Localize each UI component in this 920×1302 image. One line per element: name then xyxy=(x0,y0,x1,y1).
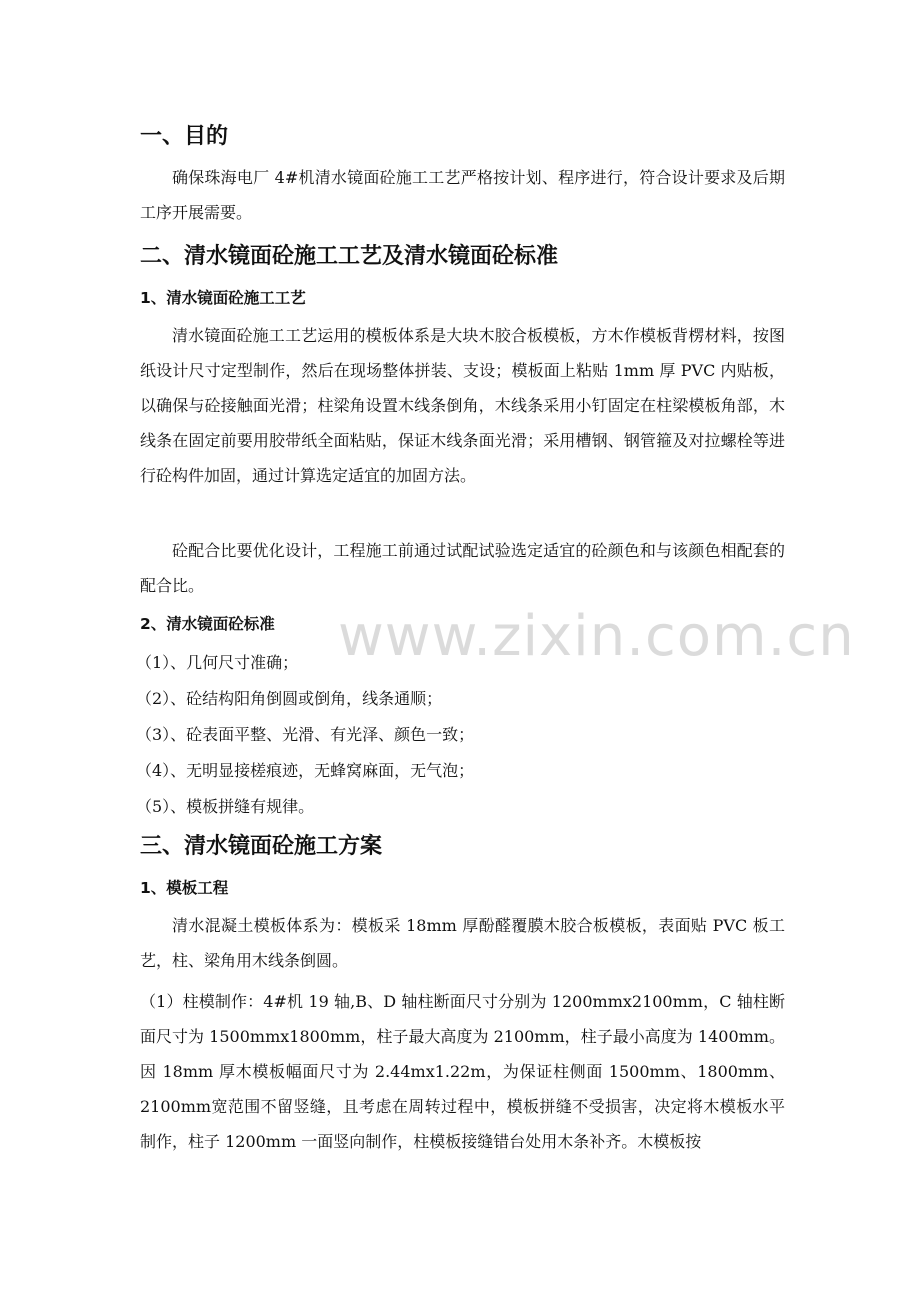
section-3-1-title: 1、模板工程 xyxy=(140,879,229,897)
standard-item: （1）、几何尺寸准确； xyxy=(136,653,299,672)
section-3-title: 三、清水镜面砼施工方案 xyxy=(140,834,383,859)
standard-item: （2）、砼结构阳角倒圆或倒角，线条通顺； xyxy=(136,689,443,708)
standard-item: （3）、砼表面平整、光滑、有光泽、颜色一致； xyxy=(136,725,475,744)
section-2-2-title: 2、清水镜面砼标准 xyxy=(140,615,275,633)
section-3-1-paragraph-2: （1）柱模制作：4#机 19 轴,B、D 轴柱断面尺寸分别为 1200mmx2100mm，C 轴柱断面尺寸为 1500mmx1800mm，柱子最大高度为 2100mm，柱子最小高度为 1400mm。因 18mm 厚木模板幅面尺寸为 2.44mx1.22m，为保证柱侧面 1500mm、1800mm、2100mm宽范围不留竖缝，且考虑在周转过程中，模板拼缝不受损害，决定将木模板水平制作，柱子 1200mm 一面竖向制作，柱模板接缝错台处用木条补齐。木模板按 xyxy=(140,992,785,1151)
section-2-1-paragraph-1: 清水镜面砼施工工艺运用的模板体系是大块木胶合板模板，方木作模板背楞材料，按图纸设计尺寸定型制作，然后在现场整体拼装、支设；模板面上粘贴 1mm 厚 PVC 内贴板，以确保与砼接触面光滑；柱梁角设置木线条倒角，木线条采用小钉固定在柱梁模板角部，木线条在固定前要用胶带纸全面粘贴，保证木线条面光滑；采用槽钢、钢管箍及对拉螺栓等进行砼构件加固，通过计算选定适宜的加固方法。 xyxy=(140,326,785,485)
section-3-1-paragraph-1: 清水混凝土模板体系为：模板采 18mm 厚酚醛覆膜木胶合板模板，表面贴 PVC 板工艺，柱、梁角用木线条倒圆。 xyxy=(140,916,785,970)
watermark-text: www.zixin.com.cn xyxy=(338,604,855,669)
standard-item: （5）、模板拼缝有规律。 xyxy=(136,797,315,816)
section-2-1-paragraph-2: 砼配合比要优化设计，工程施工前通过试配试验选定适宜的砼颜色和与该颜色相配套的配合比。 xyxy=(140,541,785,595)
section-2-1-title: 1、清水镜面砼施工工艺 xyxy=(140,289,306,307)
section-1-paragraph: 确保珠海电厂 4#机清水镜面砼施工工艺严格按计划、程序进行，符合设计要求及后期工序开展需要。 xyxy=(140,168,785,222)
standard-item: （4）、无明显接槎痕迹，无蜂窝麻面，无气泡； xyxy=(136,761,475,780)
section-2-title: 二、清水镜面砼施工工艺及清水镜面砼标准 xyxy=(140,244,559,269)
section-1-title: 一、目的 xyxy=(140,124,229,149)
